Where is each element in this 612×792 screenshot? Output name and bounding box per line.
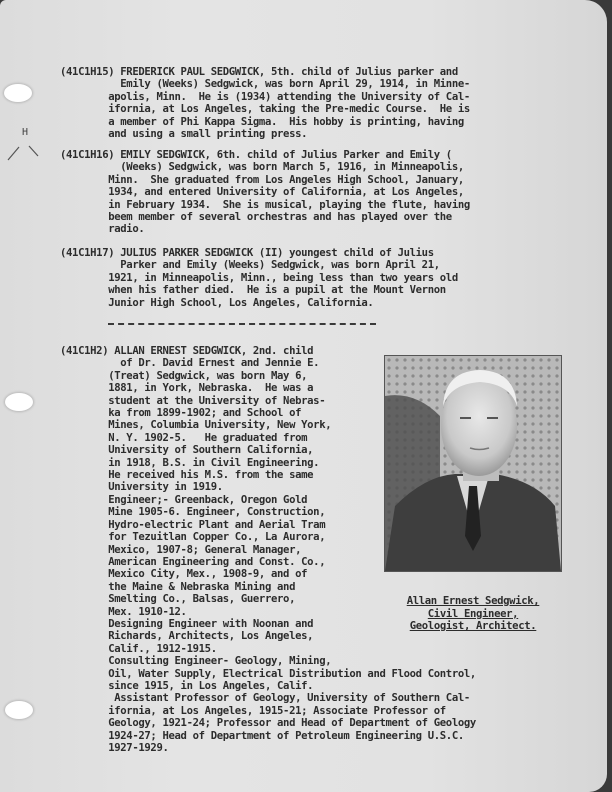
- entry-text-line: 1921, in Minneapolis, Minn., being less than two years old: [60, 271, 458, 284]
- entry-text-line: beem member of several orchestras and has played over the: [60, 211, 452, 224]
- entry-text-line: 1881, in York, Nebraska. He was a: [60, 382, 314, 395]
- entry-text-line: Minn. She graduated from Los Angeles High School, January,: [60, 173, 464, 186]
- entry-text-line: University of Southern California,: [60, 444, 314, 457]
- entry-text-line: ifornia, at Los Angeles, 1915-21; Associate Professor of: [60, 704, 446, 717]
- separator-rule: [108, 323, 376, 325]
- entry-heading-line: (41C1H15) FREDERICK PAUL SEDGWICK, 5th. child of Julius parker and: [60, 66, 458, 78]
- entry-heading-line: (41C1H16) EMILY SEDGWICK, 6th. child of Julius Parker and Emily (: [60, 149, 452, 161]
- entry-text-line: Oil, Water Supply, Electrical Distribution and Flood Control,: [60, 667, 476, 680]
- entry-text-line: Smelting Co., Balsas, Guerrero,: [60, 593, 296, 606]
- entry-text-line: when his father died. He is a pupil at the Mount Vernon: [60, 284, 446, 297]
- entry-text-line: Parker and Emily (Weeks) Sedgwick, was born April 21,: [60, 259, 440, 272]
- portrait-photo: [384, 355, 562, 572]
- entry-text-line: Mexico City, Mex., 1908-9, and of: [60, 568, 308, 581]
- entry-text-line: the Maine & Nebraska Mining and: [60, 580, 296, 593]
- entry-text-line: 1934, and entered University of California, at Los Angeles,: [60, 186, 464, 199]
- entry-text-line: (Treat) Sedgwick, was born May 6,: [60, 369, 308, 382]
- entry-41C1H16: [60, 149, 470, 236]
- margin-letter: H: [22, 127, 29, 138]
- entry-text-line: He received his M.S. from the same: [60, 469, 314, 482]
- entry-text-line: Hydro-electric Plant and Aerial Tram: [60, 518, 326, 531]
- entry-text-line: student at the University of Nebras-: [60, 394, 326, 407]
- entry-text-line: a member of Phi Kappa Sigma. His hobby is printing, having: [60, 115, 464, 128]
- entry-text-line: Engineer;- Greenback, Oregon Gold: [60, 493, 308, 506]
- caption-line: Civil Engineer,: [427, 607, 519, 620]
- entry-text-line: University in 1919.: [60, 481, 223, 494]
- entry-text-line: 1927-1929.: [60, 742, 169, 754]
- entry-text-line: Emily (Weeks) Sedgwick, was born April 29, 1914, in Minne-: [60, 78, 470, 91]
- entry-text-line: 1924-27; Head of Department of Petroleum Engineering U.S.C.: [60, 729, 464, 742]
- entry-heading-line: (41C1H17) JULIUS PARKER SEDGWICK (II) youngest child of Julius: [60, 247, 434, 259]
- entry-text-line: of Dr. David Ernest and Jennie E.: [60, 357, 320, 370]
- entry-text-line: Junior High School, Los Angeles, California.: [60, 296, 374, 309]
- entry-text-line: Consulting Engineer- Geology, Mining,: [60, 655, 332, 668]
- entry-text-line: Assistant Professor of Geology, University of Southern Cal-: [60, 692, 470, 705]
- photo-caption: [393, 595, 553, 633]
- entry-text-line: and using a small printing press.: [60, 128, 308, 141]
- entry-text-line: Mex. 1910-12.: [60, 605, 187, 618]
- punch-hole: [5, 393, 33, 411]
- entry-heading-line: (41C1H2) ALLAN ERNEST SEDGWICK, 2nd. child: [60, 345, 314, 357]
- entry-text-line: (Weeks) Sedgwick, was born March 5, 1916, in Minneapolis,: [60, 161, 464, 174]
- entry-text-line: Mexico, 1907-8; General Manager,: [60, 543, 302, 556]
- entry-41C1H15: [60, 66, 470, 140]
- entry-text-line: Mines, Columbia University, New York,: [60, 419, 332, 432]
- portrait-image: [385, 356, 561, 571]
- entry-text-line: American Engineering and Const. Co.,: [60, 555, 326, 568]
- entry-text-line: Richards, Architects, Los Angeles,: [60, 630, 314, 643]
- margin-caret-mark: [7, 143, 39, 161]
- entry-41C1H17: [60, 247, 458, 309]
- entry-text-line: ka from 1899-1902; and School of: [60, 407, 302, 420]
- entry-text-line: Calif., 1912-1915.: [60, 642, 217, 655]
- entry-text-line: radio.: [60, 223, 145, 236]
- entry-text-line: N. Y. 1902-5. He graduated from: [60, 431, 308, 444]
- entry-text-line: in February 1934. She is musical, playing the flute, having: [60, 198, 470, 211]
- punch-hole: [4, 84, 32, 102]
- caption-line: Geologist, Architect.: [409, 620, 537, 633]
- entry-text-line: apolis, Minn. He is (1934) attending the University of Cal-: [60, 90, 470, 103]
- caption-line: Allan Ernest Sedgwick,: [406, 595, 540, 607]
- entry-text-line: ifornia, at Los Angeles, taking the Pre-medic Course. He is: [60, 103, 470, 116]
- entry-text-line: Mine 1905-6. Engineer, Construction,: [60, 506, 326, 519]
- entry-text-line: for Tezuitlan Copper Co., La Aurora,: [60, 531, 326, 544]
- entry-text-line: in 1918, B.S. in Civil Engineering.: [60, 456, 320, 469]
- punch-hole: [5, 701, 33, 719]
- entry-text-line: Designing Engineer with Noonan and: [60, 617, 314, 630]
- entry-text-line: since 1915, in Los Angeles, Calif.: [60, 679, 314, 692]
- entry-text-line: Geology, 1921-24; Professor and Head of Department of Geology: [60, 717, 476, 730]
